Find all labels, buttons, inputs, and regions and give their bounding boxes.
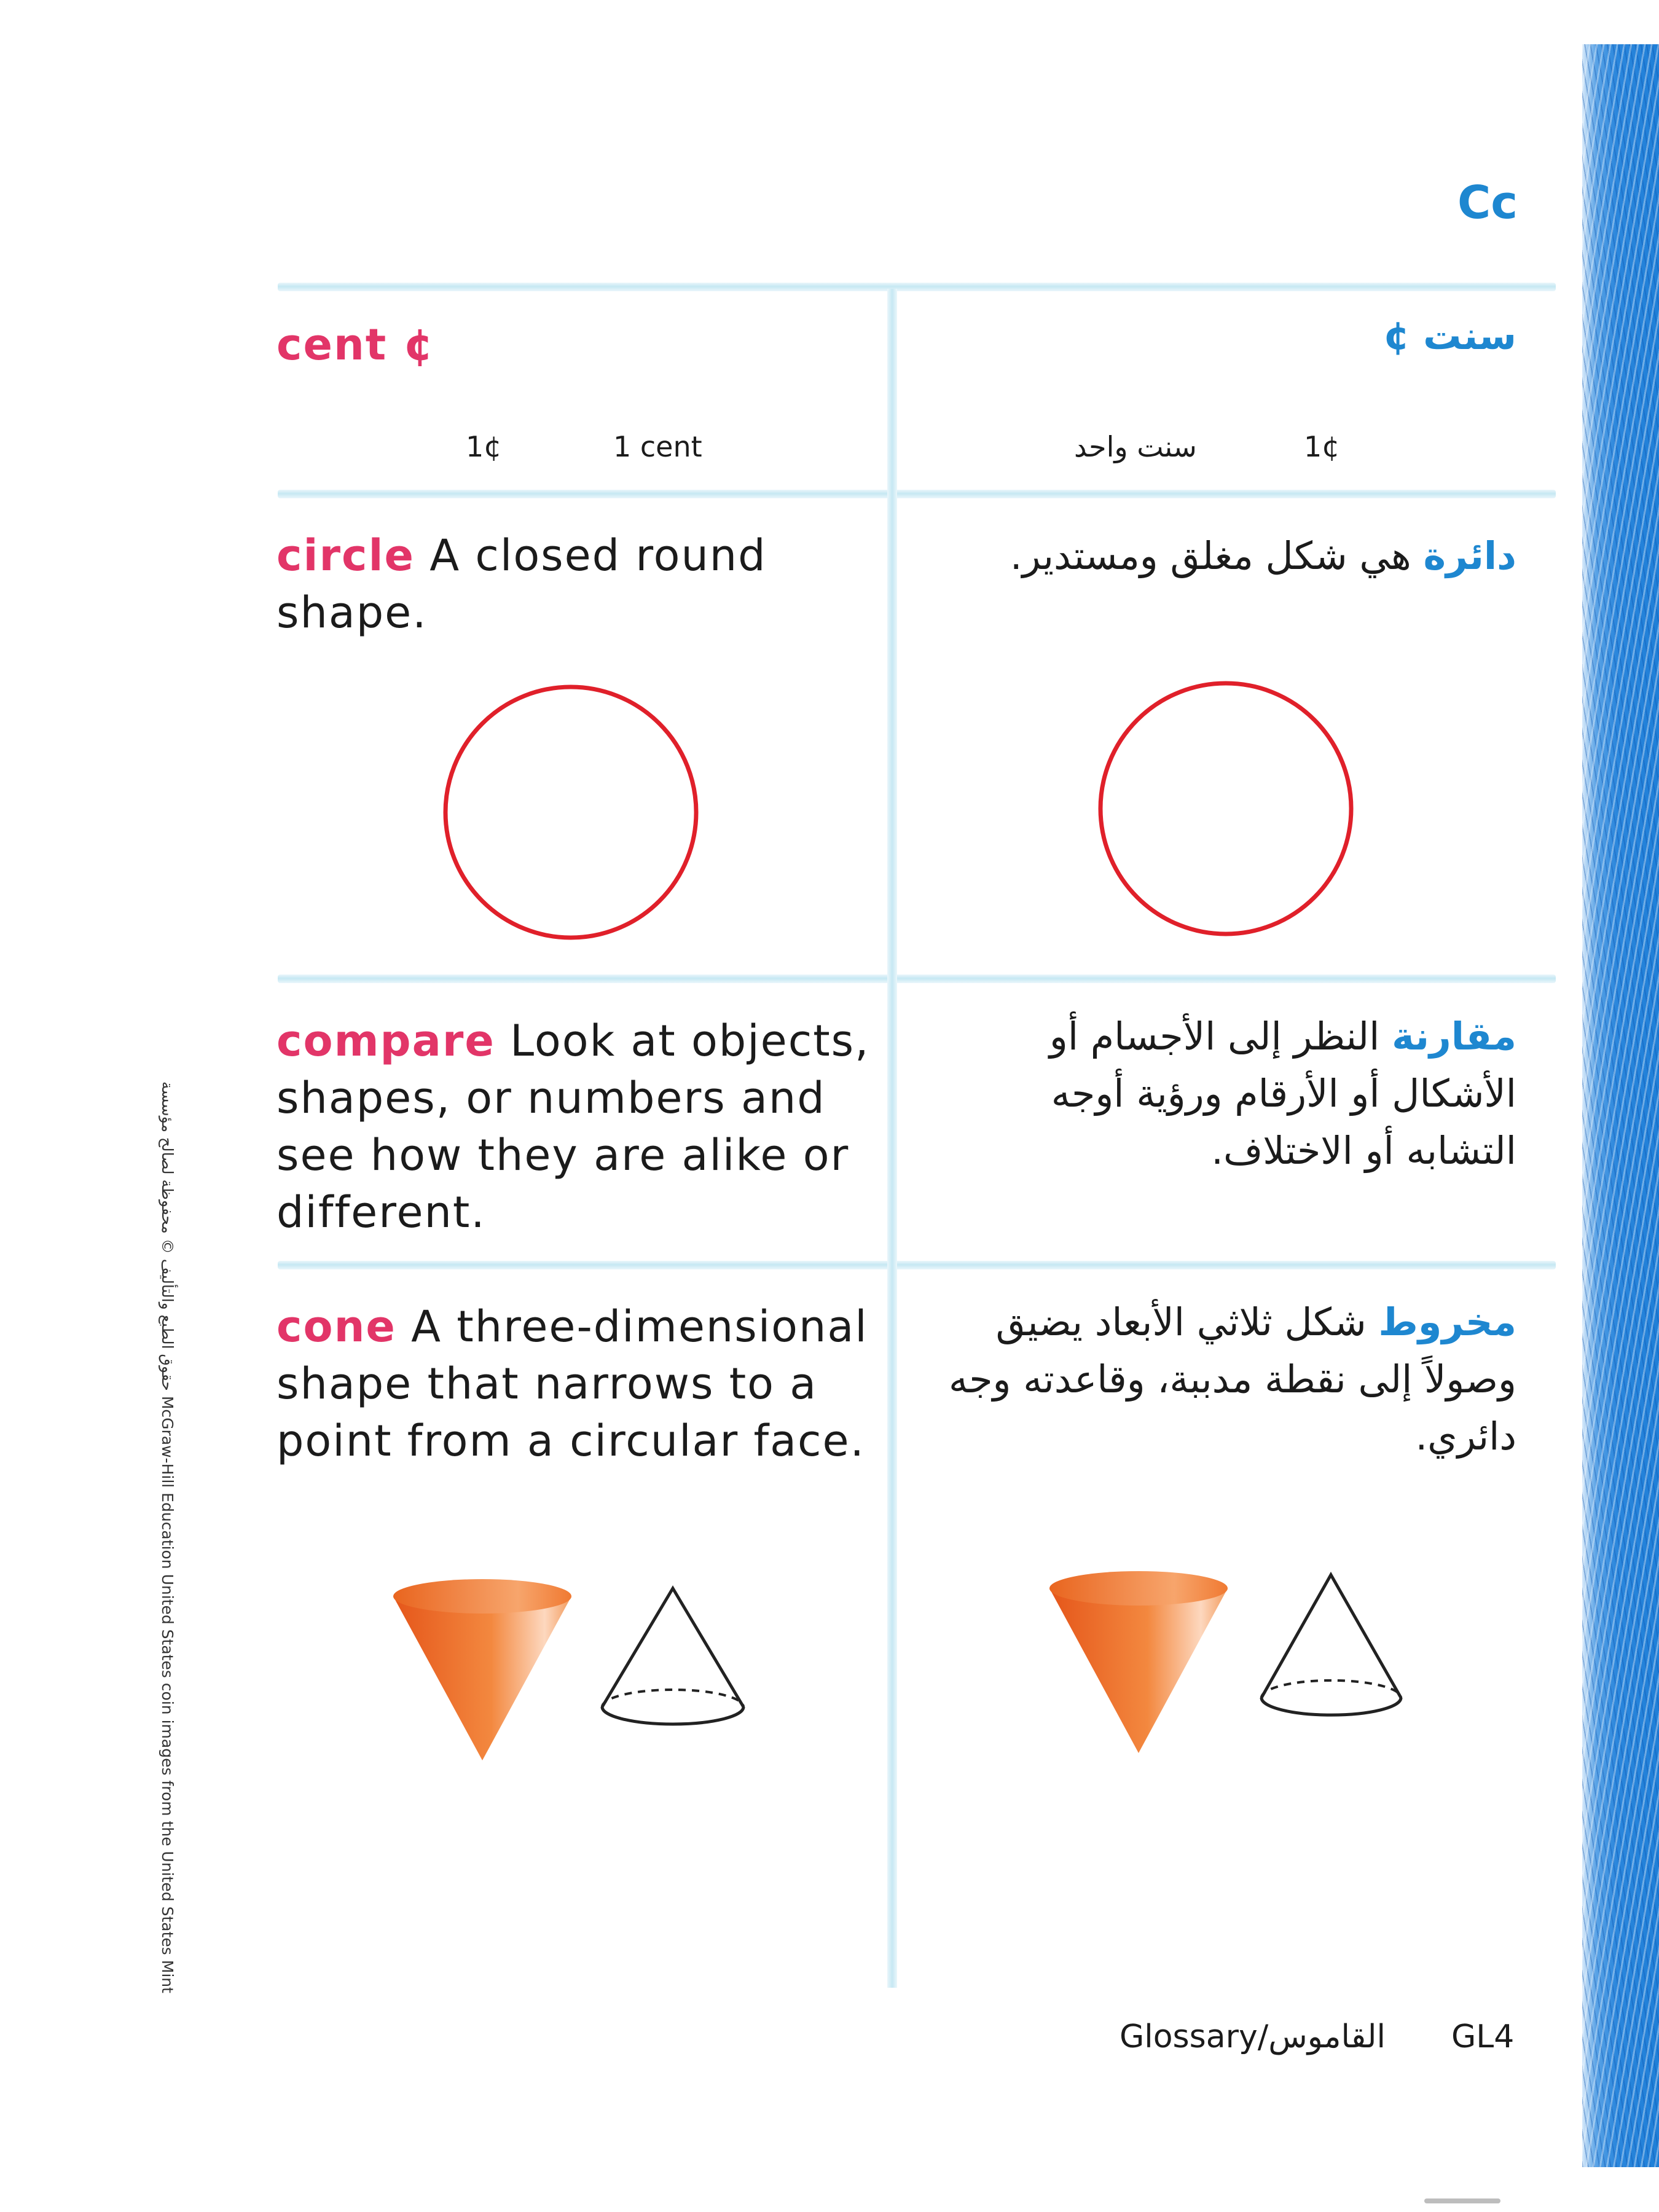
- definition-circle-ar: هي شكل مغلق ومستدير.: [1010, 533, 1411, 578]
- cent-symbol-example: 1¢: [466, 430, 502, 463]
- entry-compare-ar: [933, 1008, 1516, 1179]
- term-compare-ar: مقارنة: [1392, 1014, 1516, 1059]
- term-cent-en: cent ¢: [276, 320, 435, 370]
- definition-compare-ar: النظر إلى الأجسام أو الأشكال أو الأرقام ورؤية أوجه التشابه أو الاختلاف.: [1049, 1014, 1516, 1173]
- entry-cone-ar: [933, 1293, 1516, 1465]
- blue-crayon-margin: [1582, 44, 1659, 2167]
- entry-cent-ar: [933, 307, 1516, 364]
- page-number: GL4: [1451, 2018, 1515, 2055]
- divider-after-compare: [278, 1261, 1556, 1269]
- divider-top: [278, 283, 1556, 291]
- term-cone-ar: مخروط: [1378, 1300, 1516, 1344]
- cone-illustrations-en: [387, 1573, 768, 1770]
- term-circle-ar: دائرة: [1423, 533, 1516, 578]
- cent-symbol-example-ar: 1¢: [1304, 430, 1340, 463]
- definition-circle-en: A closed round shape.: [276, 530, 767, 638]
- footer-glossary-label: Glossary/القاموس: [1120, 2018, 1386, 2055]
- divider-after-circle: [278, 975, 1556, 983]
- divider-after-cent: [278, 490, 1556, 498]
- entry-compare-en: [276, 1013, 879, 1241]
- entry-circle-ar: [933, 527, 1516, 584]
- side-credit-text: حقوق الطبع والتأليف © محفوظة لصالح مؤسسة McGraw-Hill Education United States coin images from the United States Mint: [159, 1081, 176, 1993]
- circle-illustration-ar: [1094, 678, 1358, 943]
- definition-compare-en: Look at objects, shapes, or numbers and see how they are alike or different.: [276, 1016, 870, 1237]
- entry-cent-en: [276, 316, 879, 374]
- term-cone-en: cone: [276, 1301, 396, 1352]
- column-divider: [887, 289, 897, 1988]
- definition-cone-en: A three-dimensional shape that narrows to a point from a circular face.: [276, 1301, 868, 1466]
- entry-cone-en: [276, 1298, 879, 1470]
- term-circle-en: circle: [276, 530, 415, 581]
- side-credit: [143, 1081, 179, 1993]
- entry-circle-en: [276, 527, 879, 641]
- circle-illustration-en: [439, 682, 703, 946]
- term-cent-ar: سنت ¢: [1383, 313, 1516, 358]
- scroll-indicator[interactable]: [1424, 2198, 1500, 2203]
- cent-words-example-ar: سنت واحد: [1074, 430, 1197, 463]
- term-compare-en: compare: [276, 1016, 495, 1066]
- letter-heading: Cc: [1457, 176, 1518, 229]
- definition-cone-ar: شكل ثلاثي الأبعاد يضيق وصولاً إلى نقطة مدببة، وقاعدته وجه دائري.: [948, 1300, 1516, 1459]
- cent-words-example: 1 cent: [613, 430, 702, 463]
- cone-illustrations-ar: [1043, 1564, 1424, 1760]
